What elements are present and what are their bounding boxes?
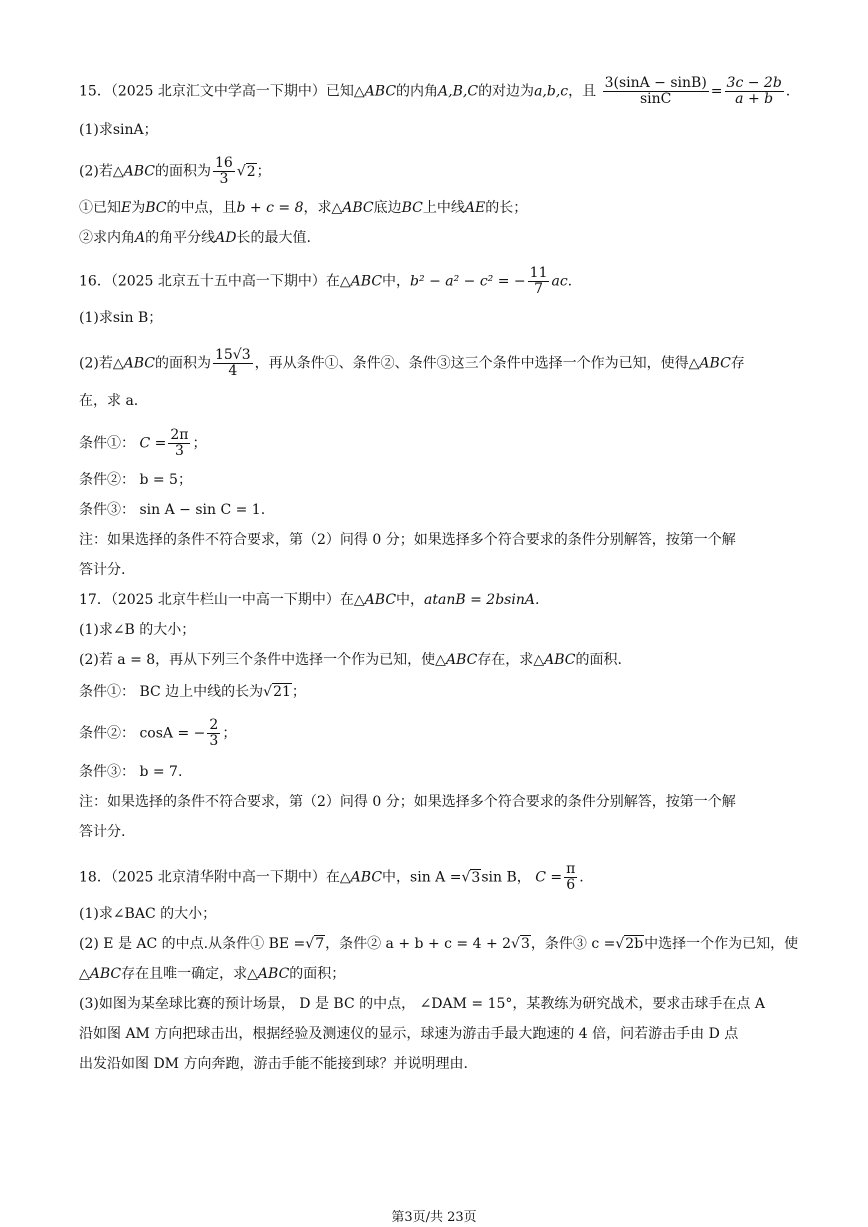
q15-part1: (1)求sinA；	[79, 122, 158, 138]
q15-head: 15．（2025 北京汇文中学高一下期中）已知	[79, 83, 354, 100]
q15-sub2: ②求内角A的角平分线AD长的最大值.	[79, 230, 311, 246]
q16-cond1: 条件①： C = $\frac{2\pi}{3}$ ；	[79, 427, 207, 459]
q15-sub1: ①已知E为BC的中点，且b + c = 8，求△ABC底边BC上中线AE的长；	[79, 200, 528, 216]
q17-part1: (1)求∠B 的大小；	[79, 622, 196, 638]
q16-note1: 注：如果选择的条件不符合要求，第（2）问得 0 分；如果选择多个符合要求的条件分别解答，按第一个解	[79, 532, 736, 548]
q18-part2-line2: △ABC存在且唯一确定，求△ABC的面积；	[79, 966, 346, 982]
q18-part3-line1: (3)如图为某垒球比赛的预计场景， D 是 BC 的中点， ∠DAM = 15°，某教练为研究战术，要求击球手在点 A	[79, 996, 765, 1012]
q17-note2: 答计分.	[79, 824, 126, 840]
q16-part1: (1)求sin B；	[79, 310, 163, 326]
q17-cond3: 条件③： b = 7.	[79, 764, 183, 780]
fraction: $\frac{3(\sin A - \sin B)}{\sin C}$	[604, 75, 707, 107]
q18-part3-line3: 出发沿如图 DM 方向奔跑，游击手能不能接到球？并说明理由.	[79, 1056, 468, 1072]
page-footer: 第3页/共 23页	[391, 1210, 477, 1225]
fraction: $\frac{3c - 2b}{a + b}$	[726, 75, 782, 107]
fraction: $\frac{15√3}{4}$	[214, 347, 251, 379]
q18-part1: (1)求∠BAC 的大小；	[79, 906, 217, 922]
q16-line1: 16．（2025 北京五十五中高一下期中）在△ABC中，b² − a² − c² = − $\frac{11}{7}$ ac.	[79, 265, 573, 297]
q15-part2: (2)若△ABC的面积为 $\frac{16}{3}$ √2；	[79, 155, 271, 187]
q17-note1: 注：如果选择的条件不符合要求，第（2）问得 0 分；如果选择多个符合要求的条件分别解答，按第一个解	[79, 794, 736, 810]
q18-line1: 18．（2025 北京清华附中高一下期中）在△ABC中，sin A =√3sin B， C = $\frac{\pi}{6}$ .	[79, 861, 584, 893]
tri-abc: △ABC	[353, 83, 397, 100]
q16-cond3: 条件③： sin A − sin C = 1.	[79, 502, 266, 518]
q17-part2: (2)若 a = 8，再从下列三个条件中选择一个作为已知，使△ABC存在，求△ABC的面积.	[79, 652, 622, 668]
q15-line1: 15．（2025 北京汇文中学高一下期中）已知△ABC的内角A,B,C的对边为a,b,c，且 $\frac{3(\sin A - \sin B)}{\sin C}$ = $\frac{3c - 2b}{a + b}$ .	[79, 75, 791, 107]
q16-note2: 答计分.	[79, 562, 126, 578]
q17-line1: 17．（2025 北京牛栏山一中高一下期中）在△ABC中，atanB = 2bsinA.	[79, 592, 540, 608]
q17-cond2: 条件②： cosA = − $\frac{2}{3}$ ；	[79, 717, 237, 749]
fraction: $\frac{\pi}{6}$	[566, 861, 576, 893]
q16-part2-line2: 在，求 a.	[79, 393, 139, 409]
q17-cond1: 条件①： BC 边上中线的长为√21；	[79, 684, 306, 700]
fraction: $\frac{16}{3}$	[214, 155, 233, 187]
q18-part3-line2: 沿如图 AM 方向把球击出，根据经验及测速仪的显示，球速为游击手最大跑速的 4 倍，问若游击手由 D 点	[79, 1026, 739, 1042]
q16-part2: (2)若△ABC的面积为 $\frac{15√3}{4}$ ，再从条件①、条件②、条件③这三个条件中选择一个作为已知，使得△ABC存	[79, 347, 745, 379]
q16-cond2: 条件②： b = 5；	[79, 472, 192, 488]
fraction: $\frac{11}{7}$	[529, 265, 548, 297]
fraction: $\frac{2}{3}$	[209, 717, 219, 749]
fraction: $\frac{2\pi}{3}$	[170, 427, 189, 459]
q18-part2: (2) E 是 AC 的中点.从条件① BE =√7，条件② a + b + c = 4 + 2√3，条件③ c =√2b中选择一个作为已知，使	[79, 936, 799, 952]
